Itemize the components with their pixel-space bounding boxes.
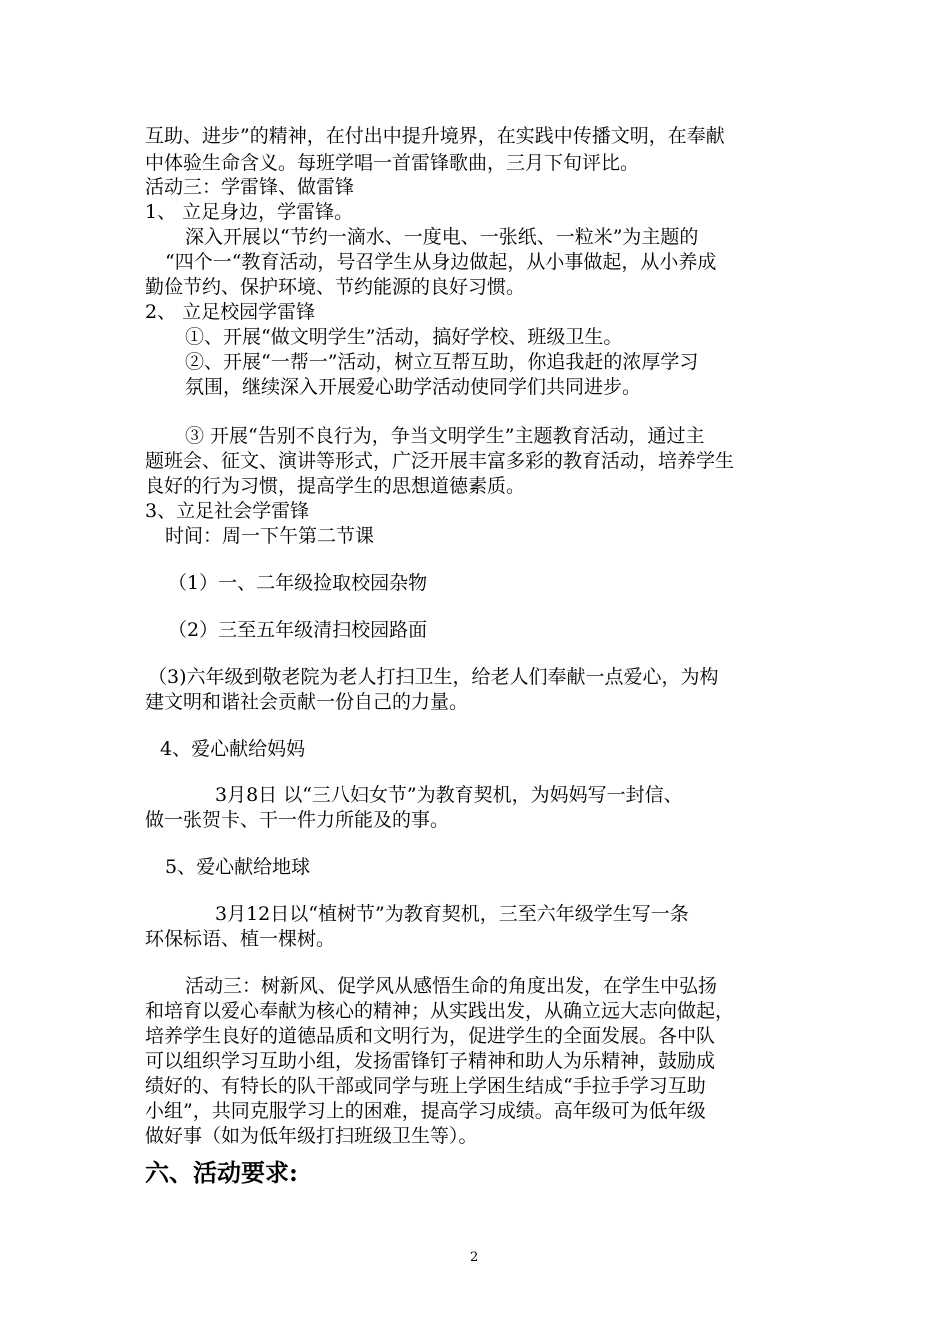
text-line: （3)六年级到敬老院为老人打扫卫生，给老人们奉献一点爱心，为构 xyxy=(148,666,719,688)
text-line: 5、爱心献给地球 xyxy=(165,856,311,878)
text-line: 良好的行为习惯，提高学生的思想道德素质。 xyxy=(145,475,526,497)
text-line: “四个一“教育活动，号召学生从身边做起，从小事做起，从小养成 xyxy=(165,251,717,273)
text-line: 题班会、征文、演讲等形式，广泛开展丰富多彩的教育活动，培养学生 xyxy=(145,450,735,472)
text-line: （2）三至五年级清扫校园路面 xyxy=(168,619,428,641)
text-line: ②、开展“一帮一”活动，树立互帮互助，你追我赶的浓厚学习 xyxy=(185,351,699,373)
text-line: 做一张贺卡、干一件力所能及的事。 xyxy=(145,809,450,831)
text-line: 1、 立足身边，学雷锋。 xyxy=(145,201,354,223)
text-line: ①、开展“做文明学生”活动，搞好学校、班级卫生。 xyxy=(185,326,623,348)
text-line: 环保标语、植一棵树。 xyxy=(145,928,336,950)
text-line: 小组”，共同克服学习上的困难，提高学习成绩。高年级可为低年级 xyxy=(145,1100,706,1122)
text-line: 互助、进步”的精神，在付出中提升境界，在实践中传播文明，在奉献 xyxy=(145,125,725,147)
text-line: 和培育以爱心奉献为核心的精神；从实践出发，从确立远大志向做起， xyxy=(145,1000,735,1022)
text-line: 时间：周一下午第二节课 xyxy=(165,525,375,547)
text-line: 氛围，继续深入开展爱心助学活动使同学们共同进步。 xyxy=(185,376,642,398)
text-line: 3月8日 以“三八妇女节”为教育契机，为妈妈写一封信、 xyxy=(215,784,683,806)
text-line: 培养学生良好的道德品质和文明行为，促进学生的全面发展。各中队 xyxy=(145,1025,716,1047)
text-line: 4、爱心献给妈妈 xyxy=(160,738,306,760)
section-heading: 六、活动要求: xyxy=(145,1158,298,1187)
text-line: 绩好的、有特长的队干部或同学与班上学困生结成“手拉手学习互助 xyxy=(145,1075,706,1097)
text-line: 建文明和谐社会贡献一份自己的力量。 xyxy=(145,691,469,713)
page-number: 2 xyxy=(470,1250,479,1265)
text-line: 做好事（如为低年级打扫班级卫生等）。 xyxy=(145,1125,478,1147)
text-line: 可以组织学习互助小组，发扬雷锋钉子精神和助人为乐精神，鼓励成 xyxy=(145,1050,716,1072)
text-line: 活动三：学雷锋、做雷锋 xyxy=(145,176,355,198)
text-line: 3、立足社会学雷锋 xyxy=(145,500,310,522)
text-line: （1）一、二年级捡取校园杂物 xyxy=(168,572,428,594)
text-line: 深入开展以“节约一滴水、一度电、一张纸、一粒米”为主题的 xyxy=(185,226,699,248)
text-line: 3月12日以“植树节”为教育契机，三至六年级学生写一条 xyxy=(215,903,689,925)
text-line: 勤俭节约、保护环境、节约能源的良好习惯。 xyxy=(145,276,526,298)
text-line: 活动三：树新风、促学风从感悟生命的角度出发，在学生中弘扬 xyxy=(185,975,718,997)
text-line: ③ 开展“告别不良行为，争当文明学生”主题教育活动，通过主 xyxy=(185,425,705,447)
text-line: 2、 立足校园学雷锋 xyxy=(145,301,316,323)
text-line: 中体验生命含义。每班学唱一首雷锋歌曲，三月下旬评比。 xyxy=(145,152,640,174)
